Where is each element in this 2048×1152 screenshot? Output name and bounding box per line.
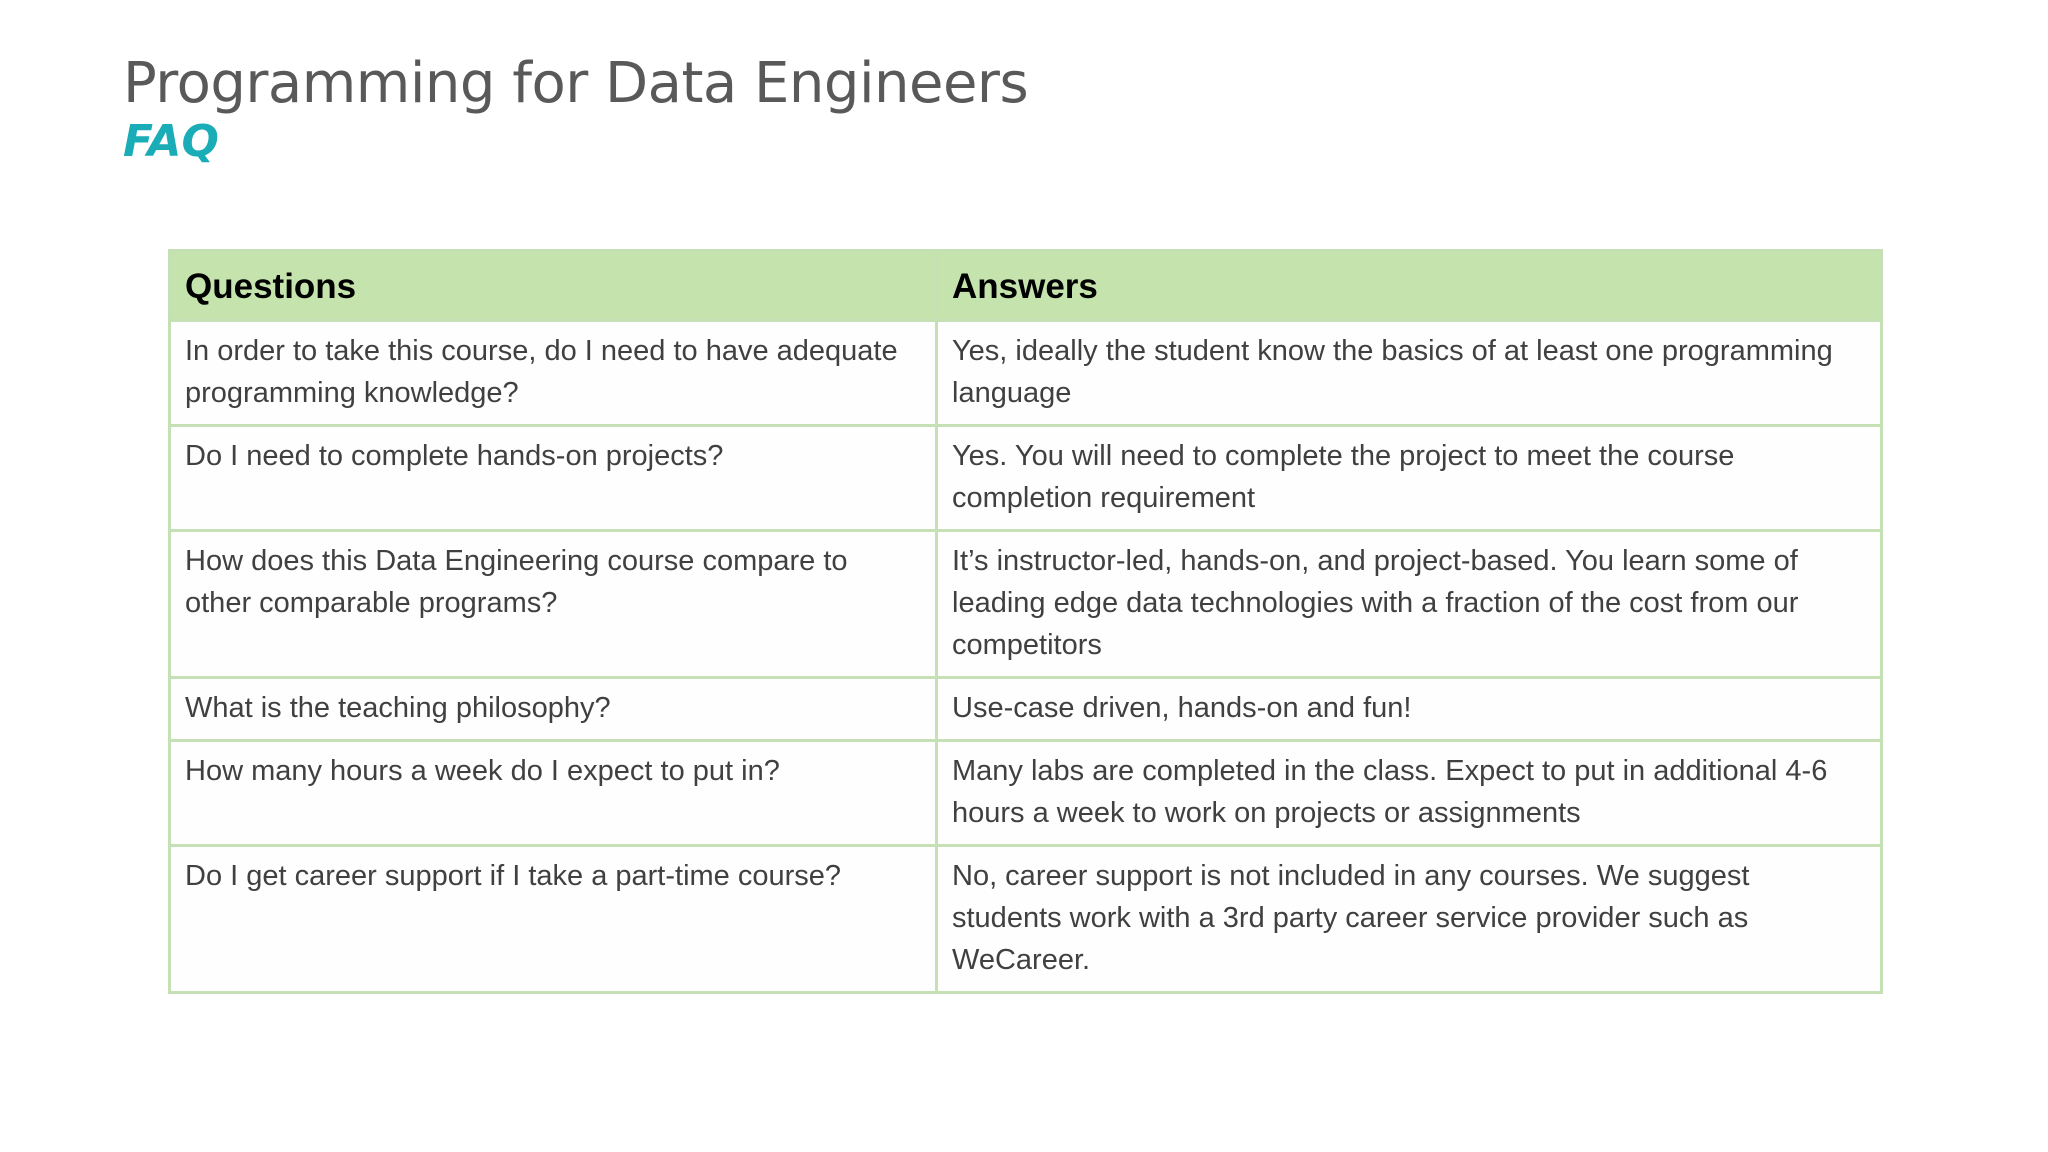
question-cell: Do I need to complete hands-on projects? [170, 426, 937, 531]
faq-table [168, 249, 1883, 994]
table-row [170, 741, 1882, 846]
answer-cell: It’s instructor-led, hands-on, and project-based. You learn some of leading edge data technologies with a fraction of the cost from our competitors [937, 531, 1882, 678]
question-cell: Do I get career support if I take a part-time course? [170, 846, 937, 993]
slide-subtitle: FAQ [123, 116, 219, 167]
slide-title: Programming for Data Engineers [123, 51, 1029, 116]
table-row [170, 426, 1882, 531]
table-row [170, 846, 1882, 993]
table-row [170, 321, 1882, 426]
answer-cell: Many labs are completed in the class. Expect to put in additional 4-6 hours a week to work on projects or assignments [937, 741, 1882, 846]
question-cell: How many hours a week do I expect to put in? [170, 741, 937, 846]
question-cell: In order to take this course, do I need to have adequate programming knowledge? [170, 321, 937, 426]
answers-column-header: Answers [937, 251, 1882, 321]
table-row [170, 531, 1882, 678]
answer-cell: Use-case driven, hands-on and fun! [937, 678, 1882, 741]
table-header-row [170, 251, 1882, 321]
questions-column-header: Questions [170, 251, 937, 321]
answer-cell: Yes, ideally the student know the basics of at least one programming language [937, 321, 1882, 426]
question-cell: What is the teaching philosophy? [170, 678, 937, 741]
answer-cell: No, career support is not included in any courses. We suggest students work with a 3rd party career service provider such as WeCareer. [937, 846, 1882, 993]
question-cell: How does this Data Engineering course compare to other comparable programs? [170, 531, 937, 678]
answer-cell: Yes. You will need to complete the project to meet the course completion requirement [937, 426, 1882, 531]
table-row [170, 678, 1882, 741]
